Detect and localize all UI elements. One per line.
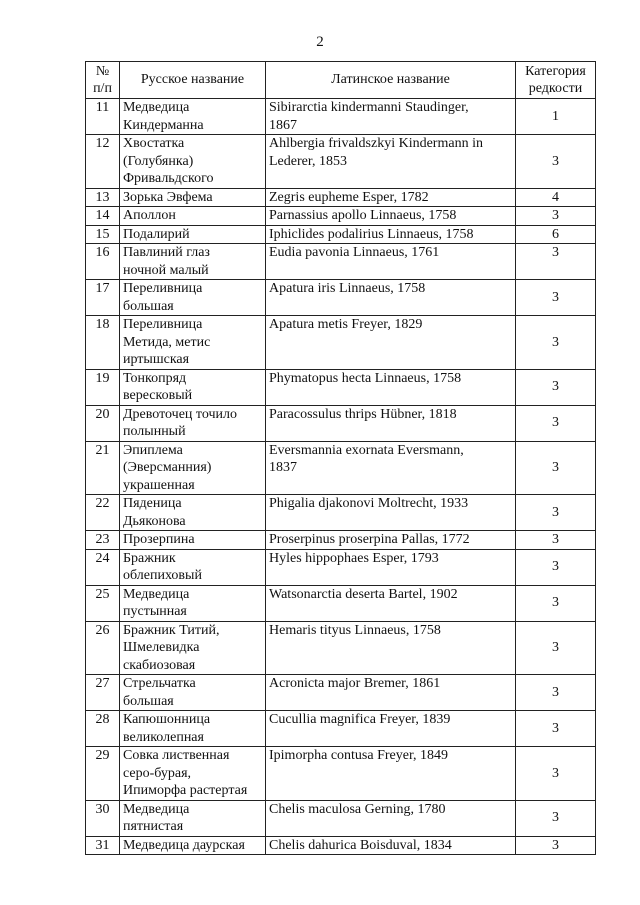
row-number: 19 — [86, 369, 120, 405]
rarity-category-cell: 3 — [516, 495, 596, 531]
row-number: 30 — [86, 800, 120, 836]
russian-name-cell: Эпиплема (Эверсманния) украшенная — [120, 441, 266, 495]
row-number: 16 — [86, 244, 120, 280]
russian-name-cell: Аполлон — [120, 207, 266, 226]
russian-name-cell: Хвостатка (Голубянка) Фривальдского — [120, 135, 266, 189]
table-header-row — [86, 62, 596, 99]
table-row — [86, 549, 596, 585]
row-number: 28 — [86, 711, 120, 747]
rarity-category-cell: 3 — [516, 405, 596, 441]
russian-name-cell: Медведица пятнистая — [120, 800, 266, 836]
russian-name-cell: Медведица даурская — [120, 836, 266, 855]
table-row — [86, 225, 596, 244]
table-row — [86, 99, 596, 135]
table-row — [86, 531, 596, 550]
row-number: 31 — [86, 836, 120, 855]
russian-name-cell: Стрельчатка большая — [120, 675, 266, 711]
row-number: 11 — [86, 99, 120, 135]
header-rarity-category: Категория редкости — [516, 62, 596, 99]
table-row — [86, 711, 596, 747]
russian-name-cell: Древоточец точило полынный — [120, 405, 266, 441]
table-row — [86, 621, 596, 675]
row-number: 15 — [86, 225, 120, 244]
rarity-category-cell: 3 — [516, 549, 596, 585]
row-number: 27 — [86, 675, 120, 711]
table-row — [86, 585, 596, 621]
rarity-category-cell: 3 — [516, 135, 596, 189]
latin-name-cell: Chelis maculosa Gerning, 1780 — [266, 800, 516, 836]
table-row — [86, 441, 596, 495]
russian-name-cell: Прозерпина — [120, 531, 266, 550]
latin-name-cell: Hemaris tityus Linnaeus, 1758 — [266, 621, 516, 675]
russian-name-cell: Медведица пустынная — [120, 585, 266, 621]
table-row — [86, 207, 596, 226]
table-row — [86, 747, 596, 801]
rare-species-table — [85, 61, 596, 855]
rarity-category-cell: 4 — [516, 188, 596, 207]
latin-name-cell: Apatura metis Freyer, 1829 — [266, 316, 516, 370]
page-number: 2 — [316, 34, 324, 50]
rarity-category-cell: 3 — [516, 531, 596, 550]
rarity-category-cell: 3 — [516, 280, 596, 316]
latin-name-cell: Apatura iris Linnaeus, 1758 — [266, 280, 516, 316]
header-number: № п/п — [86, 62, 120, 99]
rarity-category-cell: 6 — [516, 225, 596, 244]
row-number: 20 — [86, 405, 120, 441]
latin-name-cell: Phymatopus hecta Linnaeus, 1758 — [266, 369, 516, 405]
table-row — [86, 675, 596, 711]
latin-name-cell: Proserpinus proserpina Pallas, 1772 — [266, 531, 516, 550]
table-row — [86, 316, 596, 370]
latin-name-cell: Chelis dahurica Boisduval, 1834 — [266, 836, 516, 855]
latin-name-cell: Sibirarctia kindermanni Staudinger, 1867 — [266, 99, 516, 135]
russian-name-cell: Зорька Эвфема — [120, 188, 266, 207]
rarity-category-cell: 3 — [516, 316, 596, 370]
russian-name-cell: Тонкопряд вересковый — [120, 369, 266, 405]
row-number: 29 — [86, 747, 120, 801]
row-number: 12 — [86, 135, 120, 189]
russian-name-cell: Переливница большая — [120, 280, 266, 316]
latin-name-cell: Iphiclides podalirius Linnaeus, 1758 — [266, 225, 516, 244]
table-row — [86, 244, 596, 280]
table-row — [86, 135, 596, 189]
row-number: 21 — [86, 441, 120, 495]
row-number: 18 — [86, 316, 120, 370]
latin-name-cell: Paracossulus thrips Hübner, 1818 — [266, 405, 516, 441]
rarity-category-cell: 3 — [516, 747, 596, 801]
rarity-category-cell: 3 — [516, 244, 596, 280]
latin-name-cell: Ahlbergia frivaldszkyi Kindermann in Lederer, 1853 — [266, 135, 516, 189]
rarity-category-cell: 3 — [516, 621, 596, 675]
table-row — [86, 800, 596, 836]
latin-name-cell: Parnassius apollo Linnaeus, 1758 — [266, 207, 516, 226]
russian-name-cell: Медведица Киндерманна — [120, 99, 266, 135]
latin-name-cell: Hyles hippophaes Esper, 1793 — [266, 549, 516, 585]
rarity-category-cell: 3 — [516, 441, 596, 495]
latin-name-cell: Acronicta major Bremer, 1861 — [266, 675, 516, 711]
row-number: 13 — [86, 188, 120, 207]
row-number: 25 — [86, 585, 120, 621]
russian-name-cell: Переливница Метида, метис иртышская — [120, 316, 266, 370]
table-row — [86, 405, 596, 441]
row-number: 23 — [86, 531, 120, 550]
table-row — [86, 495, 596, 531]
latin-name-cell: Watsonarctia deserta Bartel, 1902 — [266, 585, 516, 621]
rarity-category-cell: 3 — [516, 836, 596, 855]
russian-name-cell: Павлиний глаз ночной малый — [120, 244, 266, 280]
rarity-category-cell: 3 — [516, 207, 596, 226]
table-row — [86, 836, 596, 855]
latin-name-cell: Ipimorpha contusa Freyer, 1849 — [266, 747, 516, 801]
rarity-category-cell: 3 — [516, 585, 596, 621]
header-latin-name: Латинское название — [266, 62, 516, 99]
rarity-category-cell: 3 — [516, 800, 596, 836]
row-number: 24 — [86, 549, 120, 585]
rarity-category-cell: 3 — [516, 675, 596, 711]
row-number: 17 — [86, 280, 120, 316]
table-row — [86, 369, 596, 405]
row-number: 22 — [86, 495, 120, 531]
rarity-category-cell: 3 — [516, 711, 596, 747]
latin-name-cell: Phigalia djakonovi Moltrecht, 1933 — [266, 495, 516, 531]
russian-name-cell: Бражник облепиховый — [120, 549, 266, 585]
rarity-category-cell: 1 — [516, 99, 596, 135]
header-russian-name: Русское название — [120, 62, 266, 99]
latin-name-cell: Cucullia magnifica Freyer, 1839 — [266, 711, 516, 747]
russian-name-cell: Пяденица Дьяконова — [120, 495, 266, 531]
latin-name-cell: Eversmannia exornata Eversmann, 1837 — [266, 441, 516, 495]
latin-name-cell: Zegris eupheme Esper, 1782 — [266, 188, 516, 207]
russian-name-cell: Совка лиственная серо-бурая, Ипиморфа растертая — [120, 747, 266, 801]
rarity-category-cell: 3 — [516, 369, 596, 405]
table-row — [86, 280, 596, 316]
row-number: 26 — [86, 621, 120, 675]
row-number: 14 — [86, 207, 120, 226]
russian-name-cell: Подалирий — [120, 225, 266, 244]
russian-name-cell: Капюшонница великолепная — [120, 711, 266, 747]
latin-name-cell: Eudia pavonia Linnaeus, 1761 — [266, 244, 516, 280]
russian-name-cell: Бражник Титий, Шмелевидка скабиозовая — [120, 621, 266, 675]
table-row — [86, 188, 596, 207]
